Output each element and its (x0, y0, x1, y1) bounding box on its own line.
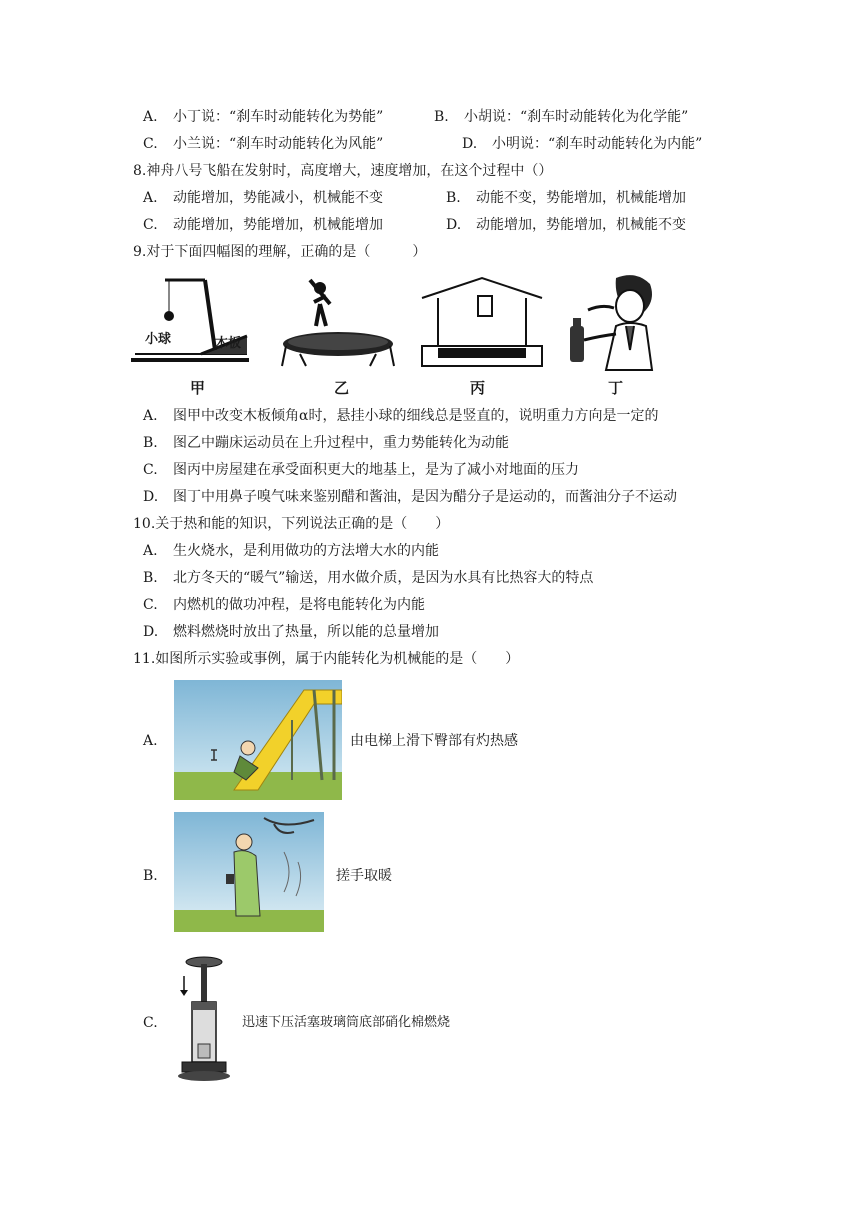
label-ball: 小球 (145, 332, 172, 347)
q10-option-c: C. 内燃机的做功冲程，是将电能转化为内能 (143, 597, 425, 613)
figure-ding (566, 270, 662, 374)
q7-option-d: D. 小明说：“刹车时动能转化为内能” (462, 136, 703, 152)
q7-option-c: C. 小兰说：“刹车时动能转化为风能” (143, 136, 384, 152)
q11-option-c-letter: C. (143, 1015, 158, 1031)
caption-jia: 甲 (190, 379, 206, 397)
q8-option-a: A. 动能增加，势能减小，机械能不变 (143, 190, 383, 206)
incline-pendulum-diagram (131, 274, 251, 374)
person-smelling-diagram (566, 270, 662, 374)
q10-option-d: D. 燃料燃烧时放出了热量，所以能的总量增加 (143, 624, 439, 640)
caption-bing: 丙 (470, 379, 486, 397)
q10-stem: 10.关于热和能的知识，下列说法正确的是（ ） (133, 516, 450, 532)
q8-option-b: B. 动能不变，势能增加，机械能增加 (446, 190, 686, 206)
q11-option-a-text: 由电梯上滑下臀部有灼热感 (350, 733, 518, 749)
figure-yi (280, 274, 400, 374)
trampoline-jumper-diagram (280, 274, 400, 374)
house-foundation-diagram (418, 276, 546, 374)
caption-yi: 乙 (334, 379, 350, 397)
label-board: 木板 (215, 336, 242, 351)
q9-option-b: B. 图乙中蹦床运动员在上升过程中，重力势能转化为动能 (143, 435, 509, 451)
q11-option-c-text: 迅速下压活塞玻璃筒底部硝化棉燃烧 (242, 1015, 451, 1030)
figure-bing (418, 276, 546, 374)
q11-option-a-letter: A. (143, 733, 158, 749)
slide-illustration (174, 680, 342, 800)
q10-option-b: B. 北方冬天的“暖气”输送，用水做介质，是因为水具有比热容大的特点 (143, 570, 594, 586)
q7-option-b: B. 小胡说：“刹车时动能转化为化学能” (434, 109, 689, 125)
q9-stem: 9.对于下面四幅图的理解，正确的是（ ） (133, 244, 427, 260)
piston-cylinder-illustration (174, 954, 234, 1086)
piston-cylinder-image (174, 954, 234, 1086)
caption-ding: 丁 (608, 379, 624, 397)
q8-stem: 8.神舟八号飞船在发射时，高度增大，速度增加，在这个过程中（） (133, 163, 553, 179)
slide-image (174, 680, 342, 800)
q9-option-d: D. 图丁中用鼻子嗅气味来鉴别醋和酱油，是因为醋分子是运动的，而酱油分子不运动 (143, 489, 677, 505)
figure-jia (131, 274, 251, 374)
q10-option-a: A. 生火烧水，是利用做功的方法增大水的内能 (143, 543, 439, 559)
q9-option-a: A. 图甲中改变木板倾角α时，悬挂小球的细线总是竖直的，说明重力方向是一定的 (143, 408, 659, 424)
wind-image (174, 812, 324, 932)
wind-illustration (174, 812, 324, 932)
q8-option-d: D. 动能增加，势能增加，机械能不变 (446, 217, 686, 233)
q8-option-c: C. 动能增加，势能增加，机械能增加 (143, 217, 383, 233)
q11-option-b-letter: B. (143, 868, 158, 884)
q11-stem: 11.如图所示实验或事例，属于内能转化为机械能的是（ ） (133, 651, 520, 667)
q9-option-c: C. 图丙中房屋建在承受面积更大的地基上，是为了减小对地面的压力 (143, 462, 579, 478)
q7-option-a: A. 小丁说：“刹车时动能转化为势能” (143, 109, 384, 125)
q11-option-b-text: 搓手取暖 (336, 868, 392, 884)
